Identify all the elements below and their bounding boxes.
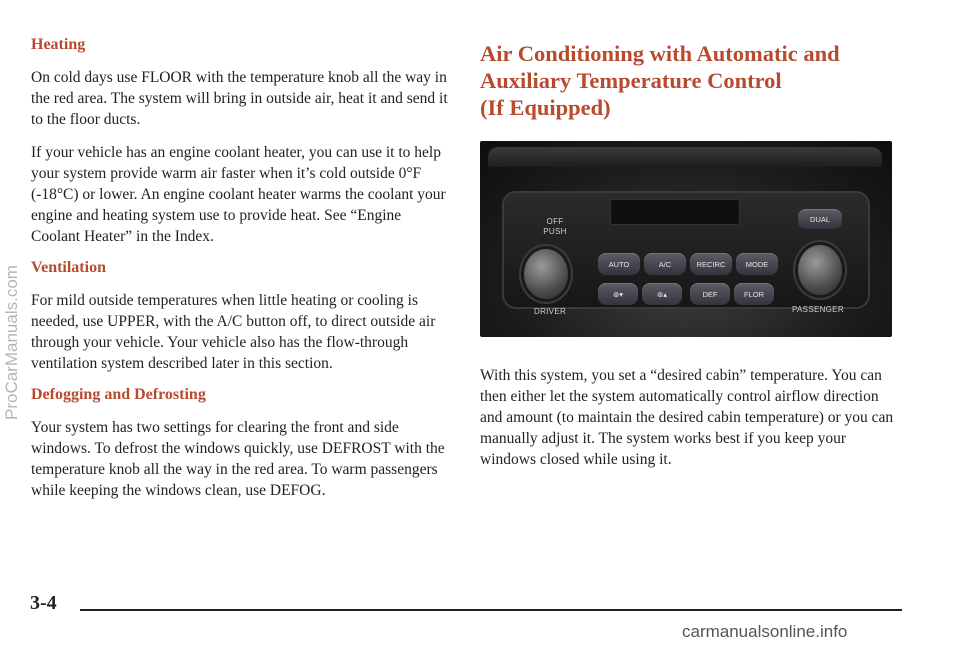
system-description: With this system, you set a “desired cabin” temperature. You can then either let the system automatically control airflow direction and amount (to maintain the desired cabin temperature) or you can manually adjust it. The system works best if you keep your windows closed while using it. xyxy=(480,367,894,468)
fan-down-button: ⊛▾ xyxy=(598,283,638,305)
temperature-display xyxy=(610,199,740,225)
driver-temperature-knob xyxy=(524,249,568,299)
footer-site: carmanualsonline.info xyxy=(682,622,848,641)
heading-ventilation: Ventilation xyxy=(31,259,106,276)
dual-button: DUAL xyxy=(798,209,842,229)
ventilation-paragraph: For mild outside temperatures when little heating or cooling is needed, use UPPER, with the A/C button off, to direct outside air through your vehicle. Your vehicle also has the flow-through ventilation system described later in this section. xyxy=(31,292,436,372)
passenger-label: PASSENGER xyxy=(792,305,844,314)
dash-frame xyxy=(488,147,882,167)
heading-heating: Heating xyxy=(31,36,86,53)
driver-label: DRIVER xyxy=(534,307,567,316)
left-column xyxy=(31,36,449,513)
heading-defogging: Defogging and Defrosting xyxy=(31,386,206,403)
climate-control-photo xyxy=(480,141,892,337)
title-line-3: (If Equipped) xyxy=(480,95,611,120)
fan-up-button: ⊛▴ xyxy=(642,283,682,305)
mode-button: MODE xyxy=(736,253,778,275)
defog-paragraph: Your system has two settings for clearing the front and side windows. To defrost the windows quickly, use DEFROST with the temperature knob all the way in the red area. To warm passengers while keeping the windows clean, use DEFOG. xyxy=(31,419,445,499)
right-column xyxy=(480,40,900,482)
heating-paragraph-1: On cold days use FLOOR with the temperature knob all the way in the red area. The system will bring in outside air, heat it and send it to the floor ducts. xyxy=(31,69,448,128)
auto-button: AUTO xyxy=(598,253,640,275)
ac-button: A/C xyxy=(644,253,686,275)
floor-button: FLOR xyxy=(734,283,774,305)
title-line-2: Auxiliary Temperature Control xyxy=(480,68,782,93)
title-line-1: Air Conditioning with Automatic and xyxy=(480,41,840,66)
passenger-temperature-knob xyxy=(798,245,842,295)
footer-rule xyxy=(80,609,902,611)
section-title xyxy=(480,40,900,121)
defrost-button: DEF xyxy=(690,283,730,305)
watermark-text: ProCarManuals.com xyxy=(2,265,21,420)
page-number: 3-4 xyxy=(30,592,57,614)
heating-paragraph-2: If your vehicle has an engine coolant heater, you can use it to help your system provide warm air faster when it’s cold outside 0°F (-18°C) or lower. An engine coolant heater warms the coolant your engine and heating system use to provide heat. See “Engine Coolant Heater” in the Index. xyxy=(31,144,446,245)
recirc-button: RECIRC xyxy=(690,253,732,275)
off-push-label: OFF PUSH xyxy=(543,217,567,236)
